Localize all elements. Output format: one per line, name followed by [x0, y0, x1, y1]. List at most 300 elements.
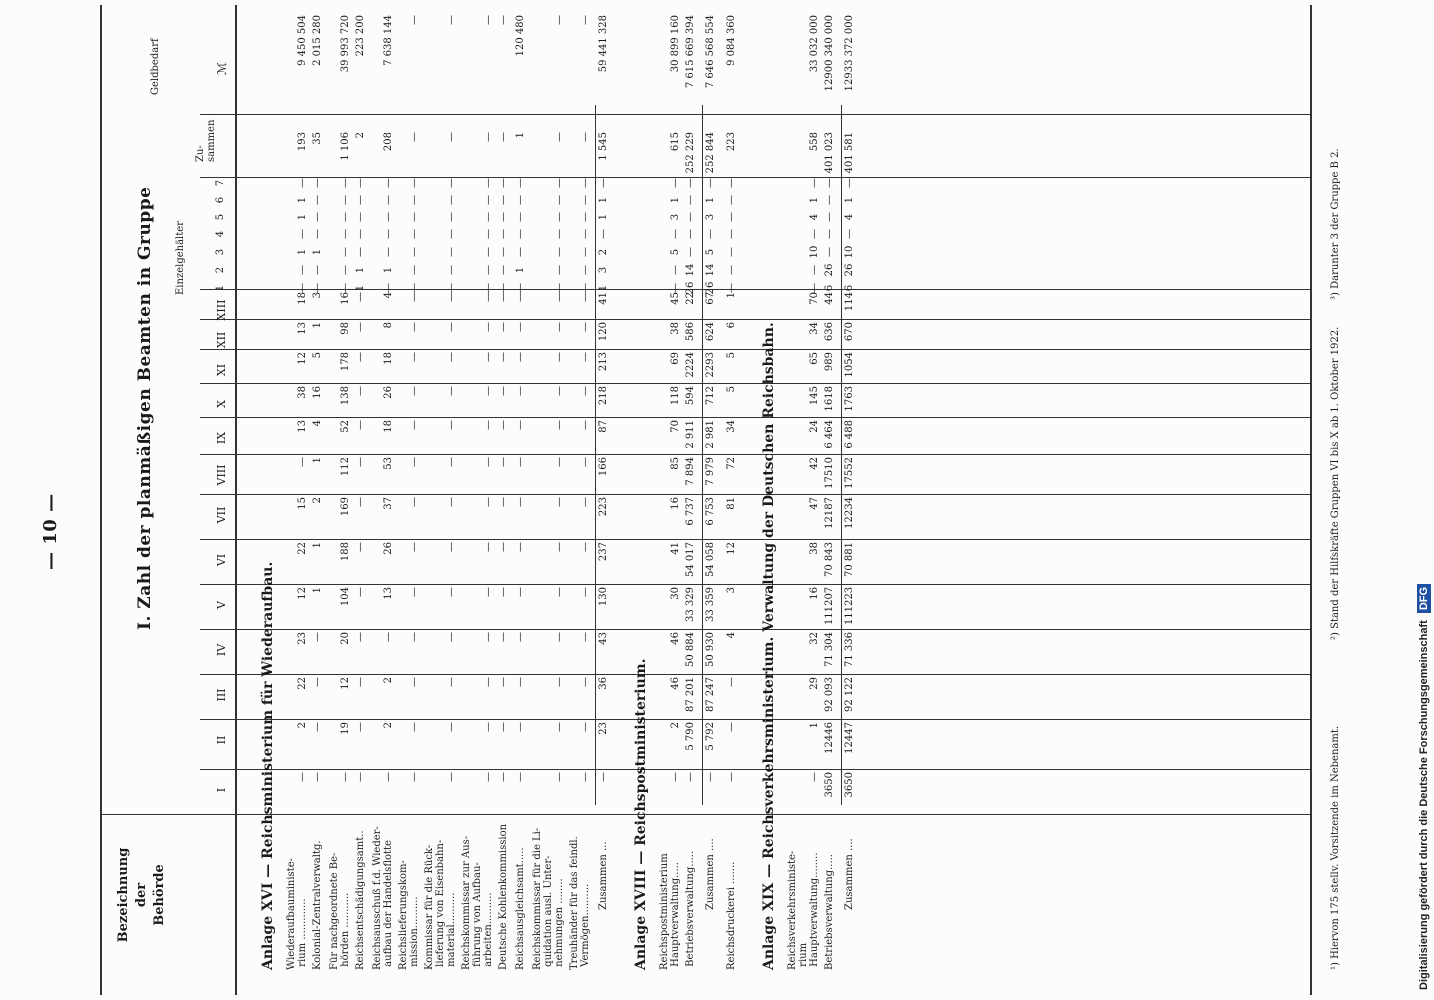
- section-title: Anlage XVIII — Reichspostministerium.: [633, 658, 649, 970]
- cell-group-VII: —: [483, 497, 494, 507]
- cell-einzel-4: —: [705, 229, 716, 239]
- cell-group-VI: —: [446, 542, 457, 552]
- row-label: Reichspostministerium Hauptverwaltung.....: [659, 853, 681, 970]
- cell-einzel-1: —: [515, 283, 526, 293]
- cell-einzel-5: —: [355, 212, 366, 222]
- einzel-header: Einzelgehälter: [175, 221, 186, 295]
- cell-group-VIII: 85: [670, 457, 681, 470]
- cell-geldbedarf: —: [580, 15, 591, 25]
- cell-group-II: 12447: [844, 722, 855, 754]
- cell-group-V: 104: [340, 587, 351, 607]
- cell-einzel-7: —: [498, 178, 509, 188]
- cell-group-XIII: —: [483, 292, 494, 302]
- cell-einzel-2: 1: [515, 266, 526, 274]
- cell-group-XIII: —: [580, 292, 591, 302]
- einzel-header-7: 7: [215, 179, 226, 187]
- cell-group-XI: —: [580, 352, 591, 362]
- side-note-text: Digitalisierung gefördert durch die Deutsche Forschungsgemeinschaft: [1418, 620, 1430, 990]
- row-label: Treuhänder für das feindl. Vermögen..........: [569, 836, 591, 970]
- cell-group-XII: 120: [598, 322, 609, 342]
- row-label: Reichskommissar für die Li- quidation ausl. Unter- nehmungen ........: [532, 827, 565, 970]
- cell-group-II: —: [483, 722, 494, 732]
- cell-einzel-6: —: [515, 195, 526, 205]
- cell-group-IX: 18: [383, 420, 394, 433]
- cell-geldbedarf: —: [483, 15, 494, 25]
- cell-group-IV: —: [515, 632, 526, 642]
- cell-einzel-1: —: [483, 283, 494, 293]
- cell-group-VI: —: [580, 542, 591, 552]
- cell-einzel-4: —: [809, 229, 820, 239]
- section-title: Anlage XVI — Reichsministerium für Wiederaufbau.: [260, 561, 276, 970]
- einzel-header-5: 5: [215, 213, 226, 221]
- cell-group-X: 16: [312, 386, 323, 399]
- einzel-header-2: 2: [215, 266, 226, 274]
- cell-group-V: 111207: [824, 586, 835, 625]
- cell-group-IX: 70: [670, 420, 681, 433]
- cell-group-VIII: 7 894: [685, 457, 696, 486]
- cell-group-VIII: 1: [312, 457, 323, 464]
- cell-einzel-7: —: [598, 178, 609, 188]
- cell-geldbedarf: 33 032 000: [809, 15, 820, 73]
- cell-einzel-4: —: [580, 229, 591, 239]
- cell-group-XIII: 44: [824, 292, 835, 305]
- cell-einzel-1: —: [726, 283, 737, 293]
- cell-geldbedarf: 12933 372 000: [844, 15, 855, 92]
- cell-group-II: —: [498, 722, 509, 732]
- cell-group-IX: —: [446, 420, 457, 430]
- group-header-VIII: VIII: [215, 464, 228, 486]
- cell-group-VIII: —: [355, 457, 366, 467]
- cell-group-VI: 54 058: [705, 542, 716, 577]
- cell-group-VI: —: [483, 542, 494, 552]
- cell-group-IX: —: [355, 420, 366, 430]
- cell-group-I: —: [515, 772, 526, 782]
- cell-einzel-6: 1: [670, 196, 681, 204]
- cell-zusammen: —: [554, 132, 565, 142]
- cell-einzel-7: —: [670, 178, 681, 188]
- cell-group-I: —: [670, 772, 681, 782]
- cell-group-X: 218: [598, 386, 609, 406]
- cell-group-XIII: 45: [670, 292, 681, 305]
- cell-einzel-4: —: [383, 229, 394, 239]
- cell-group-VIII: 53: [383, 457, 394, 470]
- cell-group-XIII: 41: [598, 292, 609, 305]
- sum-rule: [595, 105, 596, 805]
- cell-einzel-1: —: [670, 283, 681, 293]
- cell-group-I: —: [580, 772, 591, 782]
- cell-group-I: —: [705, 772, 716, 782]
- cell-zusammen: 558: [809, 132, 820, 152]
- cell-einzel-5: 4: [809, 213, 820, 221]
- row-label: Reichsdruckerei .......: [726, 861, 737, 970]
- cell-group-VII: 6 753: [705, 497, 716, 526]
- cell-einzel-5: —: [726, 212, 737, 222]
- cell-einzel-1: 6: [824, 284, 835, 292]
- cell-group-II: —: [726, 722, 737, 732]
- cell-group-V: 130: [598, 587, 609, 607]
- cell-einzel-4: —: [483, 229, 494, 239]
- cell-einzel-6: —: [483, 195, 494, 205]
- cell-einzel-3: —: [726, 247, 737, 257]
- cell-group-VIII: 42: [809, 457, 820, 470]
- cell-group-VII: 169: [340, 497, 351, 517]
- cell-group-X: 118: [670, 386, 681, 406]
- cell-einzel-5: —: [580, 212, 591, 222]
- cell-group-IX: —: [483, 420, 494, 430]
- cell-group-X: —: [554, 386, 565, 396]
- cell-group-IX: —: [409, 420, 420, 430]
- cell-einzel-2: 14: [705, 263, 716, 277]
- cell-zusammen: 35: [312, 132, 323, 145]
- page-number: — 10 —: [40, 493, 61, 570]
- cell-group-IV: —: [580, 632, 591, 642]
- cell-einzel-7: —: [685, 178, 696, 188]
- cell-group-V: —: [580, 587, 591, 597]
- cell-einzel-5: —: [383, 212, 394, 222]
- cell-einzel-3: —: [355, 247, 366, 257]
- row-label: Betriebsverwaltung.....: [824, 854, 835, 970]
- cell-group-VII: 37: [383, 497, 394, 510]
- cell-group-II: —: [580, 722, 591, 732]
- cell-group-X: 138: [340, 386, 351, 406]
- cell-group-XIII: 70: [809, 292, 820, 305]
- cell-geldbedarf: 12900 340 000: [824, 15, 835, 92]
- geld-unit: ℳ: [215, 62, 229, 75]
- sum-rule: [841, 105, 842, 805]
- cell-group-X: 1763: [844, 386, 855, 412]
- cell-group-III: —: [515, 677, 526, 687]
- cell-group-IV: 71 336: [844, 632, 855, 667]
- cell-group-XI: —: [483, 352, 494, 362]
- cell-einzel-7: —: [580, 178, 591, 188]
- cell-group-II: 2: [297, 722, 308, 729]
- cell-group-VIII: —: [498, 457, 509, 467]
- cell-group-IX: —: [515, 420, 526, 430]
- cell-einzel-2: —: [340, 265, 351, 275]
- cell-group-VI: 70 881: [844, 542, 855, 577]
- cell-group-VIII: —: [554, 457, 565, 467]
- cell-einzel-5: —: [515, 212, 526, 222]
- top-rule: [100, 5, 102, 995]
- cell-einzel-2: —: [554, 265, 565, 275]
- cell-group-VIII: 72: [726, 457, 737, 470]
- cell-group-IX: 87: [598, 420, 609, 433]
- cell-geldbedarf: 9 084 360: [726, 15, 737, 66]
- cell-einzel-6: —: [340, 195, 351, 205]
- cell-group-VIII: —: [483, 457, 494, 467]
- einzel-header-3: 3: [215, 248, 226, 256]
- cell-group-XI: 1054: [844, 352, 855, 378]
- row-label: Kolonial-Zentralverwaltg.: [312, 840, 323, 970]
- cell-einzel-3: —: [446, 247, 457, 257]
- label-column-rule: [100, 814, 1310, 815]
- cell-einzel-3: —: [554, 247, 565, 257]
- cell-einzel-6: —: [383, 195, 394, 205]
- cell-einzel-2: 3: [598, 266, 609, 274]
- cell-group-III: 2: [383, 677, 394, 684]
- zusammen-header: Zu- sammen: [195, 119, 217, 162]
- cell-group-VII: 16: [670, 497, 681, 510]
- cell-einzel-4: —: [598, 229, 609, 239]
- cell-group-V: 33 329: [685, 587, 696, 622]
- cell-group-II: 5 792: [705, 722, 716, 751]
- cell-group-V: —: [554, 587, 565, 597]
- cell-einzel-7: —: [824, 178, 835, 188]
- cell-group-X: 1618: [824, 386, 835, 412]
- cell-einzel-4: —: [685, 229, 696, 239]
- row-label: Reichsausgleichsamt.....: [515, 847, 526, 970]
- cell-group-I: —: [312, 772, 323, 782]
- cell-zusammen: 1 106: [340, 132, 351, 161]
- cell-group-V: —: [483, 587, 494, 597]
- cell-group-XII: 13: [297, 322, 308, 335]
- cell-group-VIII: —: [580, 457, 591, 467]
- row-label: Für nachgeordnete Be- hörden ...........: [329, 852, 351, 970]
- cell-group-X: 145: [809, 386, 820, 406]
- cell-zusammen: —: [498, 132, 509, 142]
- cell-group-X: —: [409, 386, 420, 396]
- geld-rule: [200, 114, 1310, 115]
- cell-group-II: 23: [598, 722, 609, 735]
- group-header-IV: IV: [215, 643, 228, 657]
- cell-einzel-7: —: [809, 178, 820, 188]
- cell-group-IX: 52: [340, 420, 351, 433]
- einzel-header-6: 6: [215, 196, 226, 204]
- cell-group-XII: 1: [312, 322, 323, 329]
- cell-einzel-3: 5: [705, 248, 716, 256]
- cell-einzel-2: 26: [824, 263, 835, 277]
- cell-group-XI: —: [554, 352, 565, 362]
- cell-group-XIII: 16: [340, 292, 351, 305]
- cell-group-III: —: [409, 677, 420, 687]
- cell-einzel-4: —: [312, 229, 323, 239]
- cell-group-IX: 13: [297, 420, 308, 433]
- cell-group-III: 46: [670, 677, 681, 690]
- cell-group-XI: 2224: [685, 352, 696, 378]
- cell-einzel-3: 10: [809, 245, 820, 259]
- row-label: Reichsentschädigungsamt..: [355, 830, 366, 970]
- cell-einzel-3: —: [580, 247, 591, 257]
- cell-group-IV: 71 304: [824, 632, 835, 667]
- cell-einzel-5: —: [409, 212, 420, 222]
- cell-group-VI: 26: [383, 542, 394, 555]
- cell-group-XIII: —: [554, 292, 565, 302]
- cell-group-VIII: —: [515, 457, 526, 467]
- cell-group-III: —: [483, 677, 494, 687]
- cell-einzel-1: —: [409, 283, 420, 293]
- group-column-rule: [200, 719, 1310, 720]
- cell-einzel-6: —: [409, 195, 420, 205]
- cell-einzel-4: —: [446, 229, 457, 239]
- cell-group-X: —: [515, 386, 526, 396]
- cell-group-VII: —: [515, 497, 526, 507]
- cell-group-VI: 22: [297, 542, 308, 555]
- cell-zusammen: —: [483, 132, 494, 142]
- cell-group-XII: 98: [340, 322, 351, 335]
- cell-group-II: 19: [340, 722, 351, 735]
- cell-group-IX: 34: [726, 420, 737, 433]
- cell-group-VI: 70 843: [824, 542, 835, 577]
- cell-zusammen: 615: [670, 132, 681, 152]
- cell-zusammen: —: [409, 132, 420, 142]
- cell-geldbedarf: 30 899 160: [670, 15, 681, 73]
- cell-einzel-7: —: [409, 178, 420, 188]
- cell-einzel-6: —: [355, 195, 366, 205]
- cell-group-X: 712: [705, 386, 716, 406]
- cell-group-III: —: [498, 677, 509, 687]
- group-header-VII: VII: [215, 506, 228, 524]
- cell-group-XI: —: [515, 352, 526, 362]
- footnote: ²) Stand der Hilfskräfte Gruppen VI bis X ab 1. Oktober 1922.: [1330, 326, 1341, 640]
- cell-einzel-5: 1: [297, 213, 308, 221]
- cell-einzel-6: —: [726, 195, 737, 205]
- cell-group-I: —: [685, 772, 696, 782]
- cell-group-XIII: —: [409, 292, 420, 302]
- cell-geldbedarf: —: [409, 15, 420, 25]
- cell-group-VI: 41: [670, 542, 681, 555]
- cell-group-XI: 989: [824, 352, 835, 372]
- cell-group-II: 2: [670, 722, 681, 729]
- cell-group-IX: 2 981: [705, 420, 716, 449]
- cell-group-IV: 43: [598, 632, 609, 645]
- cell-group-XIII: —: [355, 292, 366, 302]
- cell-group-III: —: [446, 677, 457, 687]
- cell-einzel-1: —: [297, 283, 308, 293]
- cell-group-X: —: [498, 386, 509, 396]
- cell-group-IX: 2 911: [685, 420, 696, 449]
- cell-group-III: —: [580, 677, 591, 687]
- cell-zusammen: 193: [297, 132, 308, 152]
- einzel-header-1: 1: [215, 284, 226, 292]
- cell-einzel-6: —: [554, 195, 565, 205]
- cell-group-XII: —: [554, 322, 565, 332]
- cell-group-VII: 2: [312, 497, 323, 504]
- cell-group-IV: —: [355, 632, 366, 642]
- cell-group-I: —: [297, 772, 308, 782]
- cell-einzel-5: —: [446, 212, 457, 222]
- cell-group-IV: —: [483, 632, 494, 642]
- cell-group-VI: —: [409, 542, 420, 552]
- cell-einzel-5: 4: [844, 213, 855, 221]
- cell-einzel-5: —: [312, 212, 323, 222]
- group-header-XIII: XIII: [215, 299, 228, 321]
- cell-group-VII: 47: [809, 497, 820, 510]
- cell-einzel-1: 26: [705, 281, 716, 295]
- cell-group-XIII: 3: [312, 292, 323, 299]
- cell-group-VII: 15: [297, 497, 308, 510]
- cell-group-X: 5: [726, 386, 737, 393]
- cell-einzel-7: —: [340, 178, 351, 188]
- cell-group-II: —: [409, 722, 420, 732]
- cell-group-XI: 5: [726, 352, 737, 359]
- cell-einzel-7: —: [383, 178, 394, 188]
- cell-group-XII: —: [446, 322, 457, 332]
- cell-einzel-2: 1: [383, 266, 394, 274]
- cell-group-II: 12446: [824, 722, 835, 754]
- cell-group-II: 2: [383, 722, 394, 729]
- cell-group-II: 5 790: [685, 722, 696, 751]
- cell-group-IX: —: [498, 420, 509, 430]
- cell-einzel-6: —: [824, 195, 835, 205]
- cell-einzel-7: —: [554, 178, 565, 188]
- cell-einzel-5: —: [824, 212, 835, 222]
- cell-group-XII: —: [483, 322, 494, 332]
- cell-einzel-7: —: [705, 178, 716, 188]
- cell-group-V: 30: [670, 587, 681, 600]
- cell-einzel-6: 1: [705, 196, 716, 204]
- cell-zusammen: 252 229: [685, 132, 696, 174]
- cell-group-IV: 50 930: [705, 632, 716, 667]
- cell-group-I: 3650: [824, 772, 835, 798]
- cell-group-VII: 6 737: [685, 497, 696, 526]
- cell-group-I: —: [809, 772, 820, 782]
- footnote: ¹) Hiervon 175 stellv. Vorsitzende im Nebenamt.: [1330, 725, 1341, 970]
- cell-einzel-5: —: [554, 212, 565, 222]
- cell-group-IX: 6 464: [824, 420, 835, 449]
- cell-group-V: 13: [383, 587, 394, 600]
- cell-geldbedarf: 7 638 144: [383, 15, 394, 66]
- cell-group-VIII: —: [297, 457, 308, 467]
- cell-einzel-3: 10: [844, 245, 855, 259]
- cell-geldbedarf: 9 450 504: [297, 15, 308, 66]
- cell-group-VII: —: [498, 497, 509, 507]
- cell-einzel-5: —: [483, 212, 494, 222]
- cell-group-IV: 32: [809, 632, 820, 645]
- cell-group-IV: 23: [297, 632, 308, 645]
- dfg-logo: DFG: [1417, 584, 1431, 613]
- cell-group-VII: 12187: [824, 497, 835, 529]
- cell-einzel-3: 1: [297, 248, 308, 256]
- cell-einzel-5: —: [498, 212, 509, 222]
- cell-group-I: —: [355, 772, 366, 782]
- cell-einzel-4: —: [824, 229, 835, 239]
- cell-zusammen: 252 844: [705, 132, 716, 174]
- cell-group-I: —: [498, 772, 509, 782]
- cell-einzel-3: —: [340, 247, 351, 257]
- cell-group-IV: —: [498, 632, 509, 642]
- cell-group-IV: 46: [670, 632, 681, 645]
- cell-einzel-5: 3: [705, 213, 716, 221]
- cell-group-XII: —: [409, 322, 420, 332]
- group-column-rule: [200, 629, 1310, 630]
- col-header-left: Bezeichnung der Behörde: [116, 847, 167, 943]
- cell-einzel-6: 1: [844, 196, 855, 204]
- cell-group-XI: —: [446, 352, 457, 362]
- cell-group-XII: 636: [824, 322, 835, 342]
- cell-group-XII: —: [498, 322, 509, 332]
- cell-zusammen: 2: [355, 132, 366, 139]
- cell-group-XI: 65: [809, 352, 820, 365]
- cell-group-VIII: 17510: [824, 457, 835, 489]
- cell-einzel-2: —: [670, 265, 681, 275]
- cell-group-V: 111223: [844, 586, 855, 625]
- cell-group-V: 1: [312, 587, 323, 594]
- cell-einzel-2: 26: [844, 263, 855, 277]
- cell-zusammen: 401 581: [844, 132, 855, 174]
- cell-einzel-3: —: [483, 247, 494, 257]
- cell-group-VIII: 166: [598, 457, 609, 477]
- cell-group-XII: 8: [383, 322, 394, 329]
- cell-group-IV: —: [446, 632, 457, 642]
- cell-group-VIII: —: [446, 457, 457, 467]
- cell-group-III: —: [312, 677, 323, 687]
- header-bottom-rule: [235, 5, 237, 995]
- cell-einzel-1: 1: [598, 284, 609, 292]
- cell-group-XII: 6: [726, 322, 737, 329]
- cell-geldbedarf: 2 015 280: [312, 15, 323, 66]
- cell-einzel-4: —: [726, 229, 737, 239]
- cell-einzel-3: 2: [598, 248, 609, 256]
